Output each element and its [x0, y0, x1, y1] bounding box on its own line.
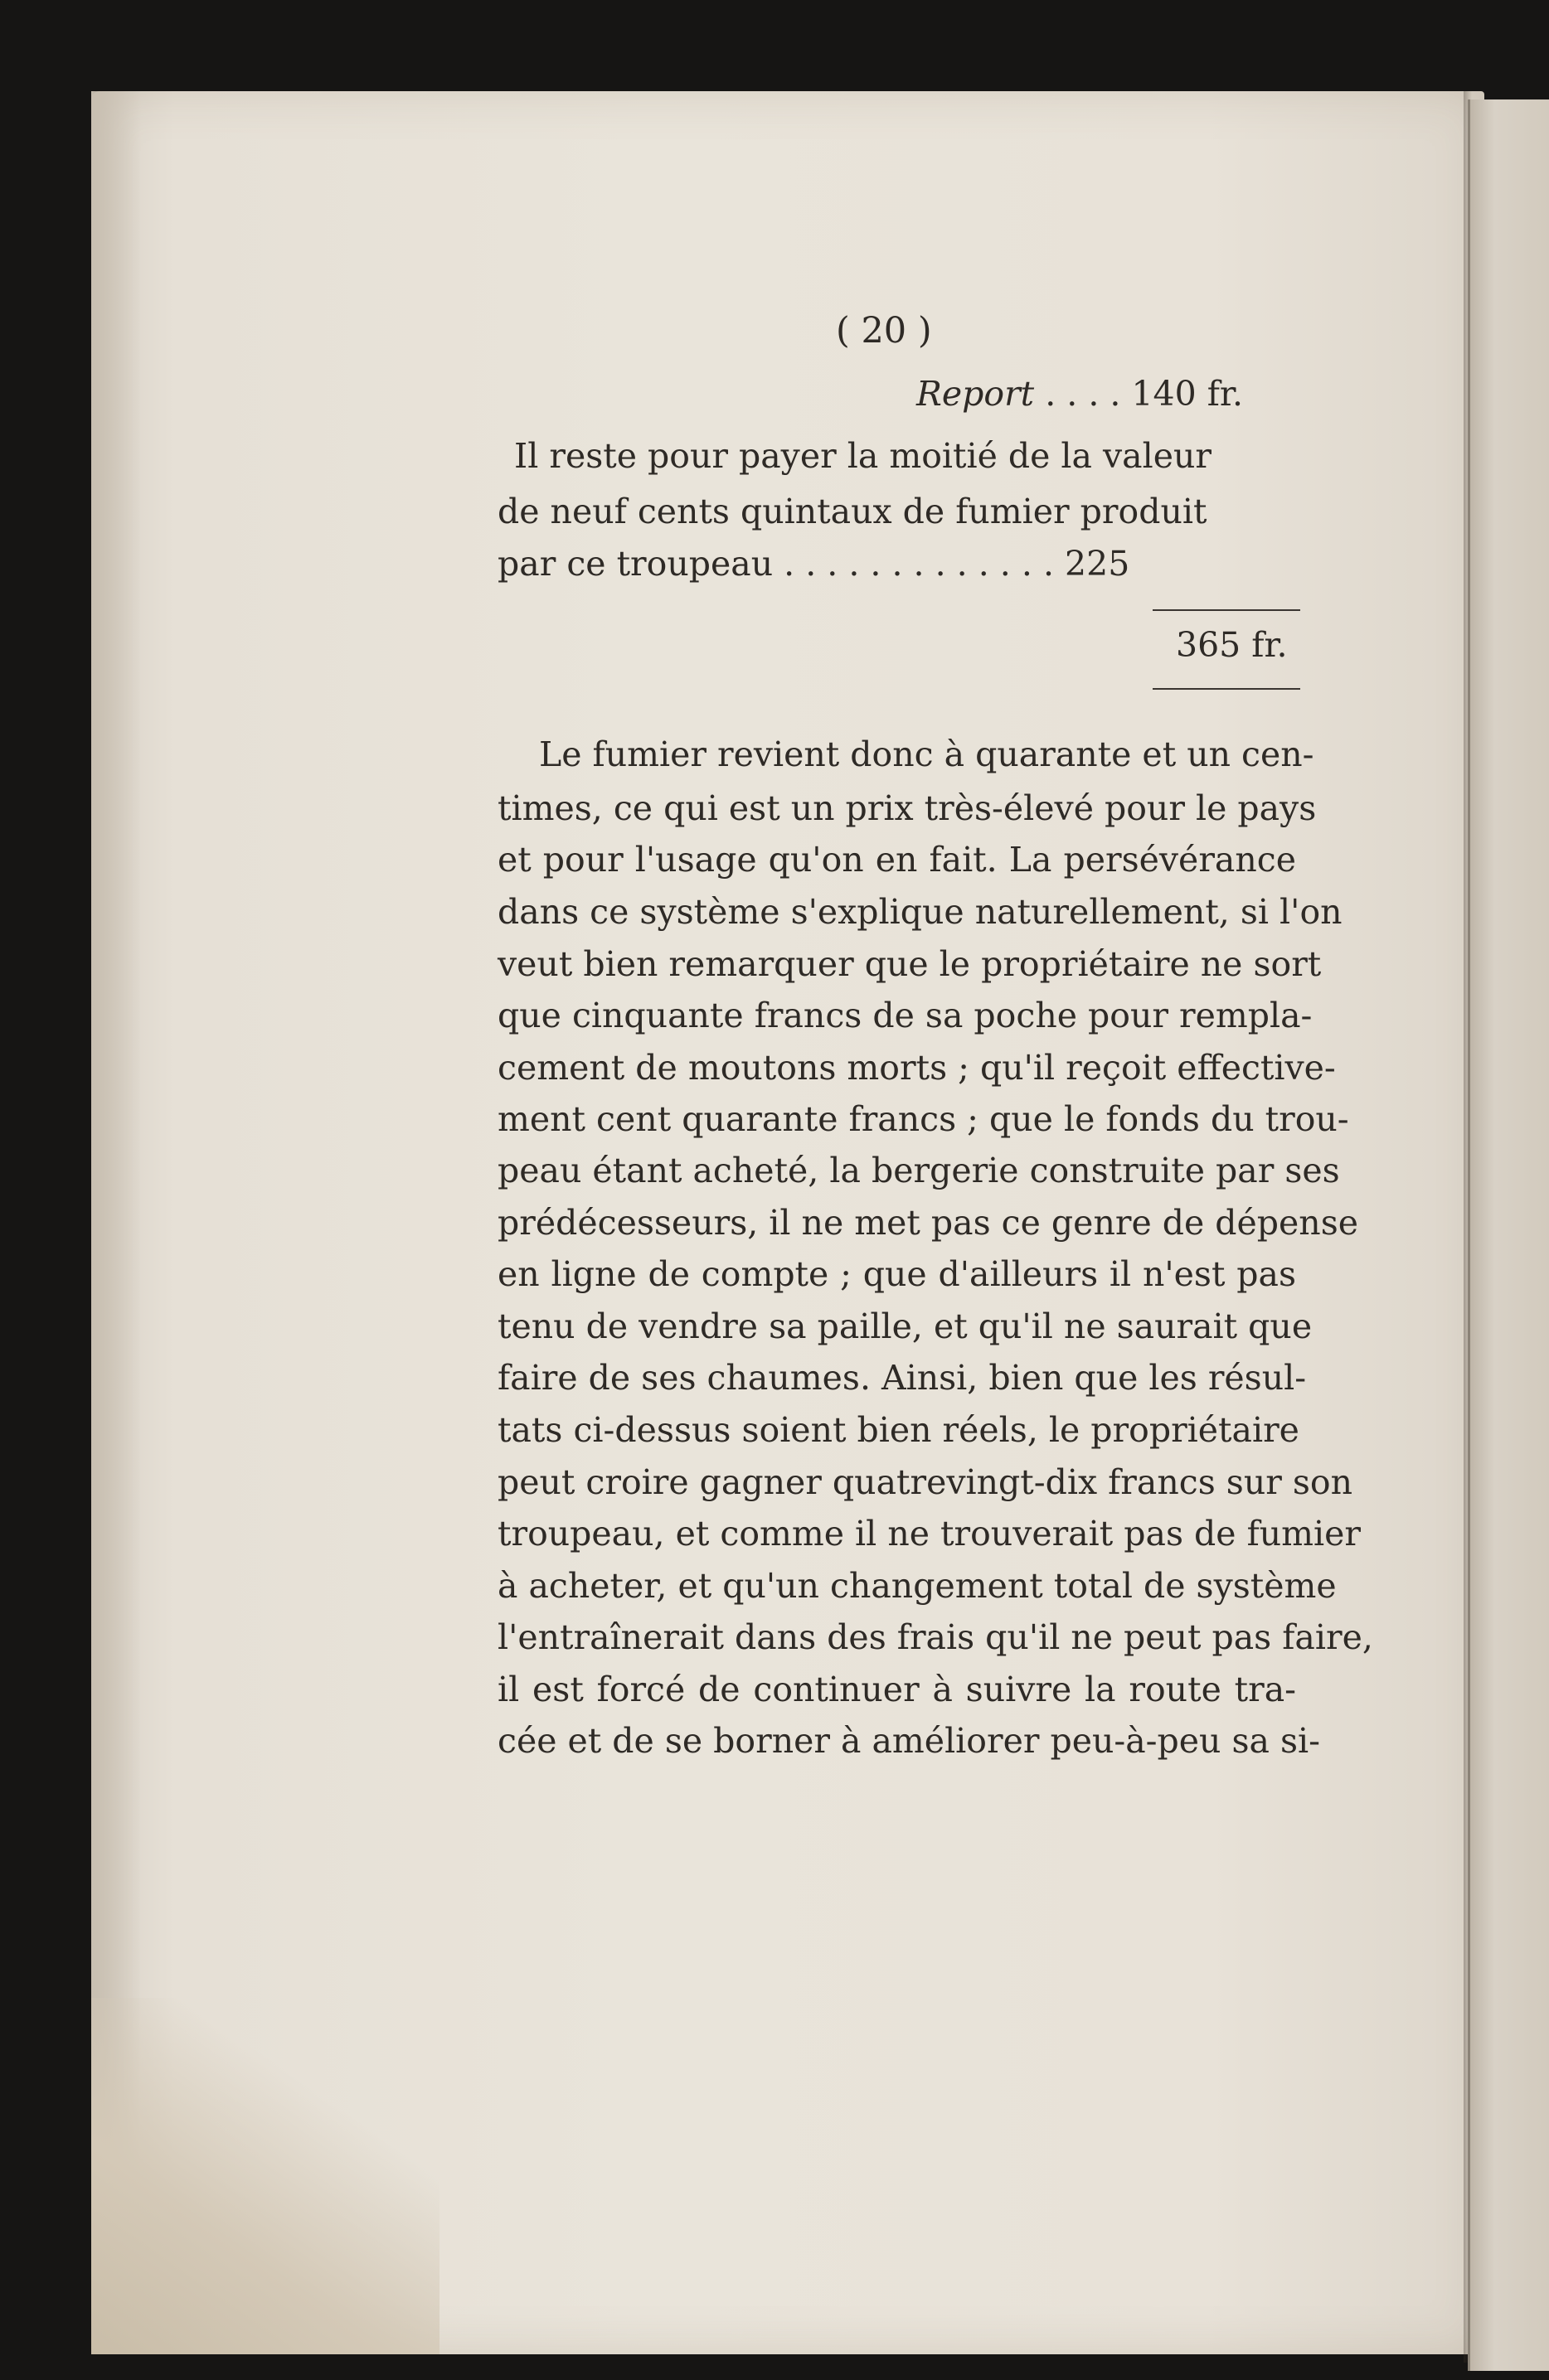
paragraph-line-12: tenu de vendre sa paille, et qu'il ne saurait que	[498, 1306, 1313, 1346]
paragraph-line-18: l'entraînerait dans des frais qu'il ne peut pas faire,	[498, 1617, 1373, 1657]
page-number: ( 20 )	[836, 310, 932, 351]
calc-line-1: Il reste pour payer la moitié de la valeur	[514, 436, 1212, 476]
calc-line-2: de neuf cents quintaux de fumier produit	[498, 492, 1207, 531]
paragraph-line-4: dans ce système s'explique naturellement, si l'on	[498, 892, 1343, 932]
adjacent-page-edge	[1468, 99, 1549, 2371]
paragraph-line-13: faire de ses chaumes. Ainsi, bien que les résul-	[498, 1358, 1307, 1398]
paragraph-line-11: en ligne de compte ; que d'ailleurs il n'est pas	[498, 1254, 1296, 1294]
report-line	[916, 374, 1244, 414]
calc-line-3-leader: . . . . . . . . . . . . .	[784, 544, 1054, 584]
total-amount: 365 fr.	[1176, 625, 1288, 665]
paragraph-line-17: à acheter, et qu'un changement total de système	[498, 1566, 1337, 1606]
paragraph-line-14: tats ci-dessus soient bien réels, le propriétaire	[498, 1410, 1299, 1450]
sum-rule-top	[1153, 609, 1300, 611]
calc-line-3-text: par ce troupeau	[498, 544, 774, 584]
worn-page-corner	[91, 1998, 439, 2354]
paragraph-line-6: que cinquante francs de sa poche pour rempla-	[498, 996, 1313, 1035]
paragraph-line-20: cée et de se borner à améliorer peu-à-peu sa si-	[498, 1721, 1321, 1761]
calc-line-3	[498, 544, 1130, 584]
sum-rule-bottom	[1153, 688, 1300, 690]
calc-line-3-amount: 225	[1065, 544, 1130, 584]
paragraph-line-3: et pour l'usage qu'on en fait. La persévérance	[498, 840, 1296, 880]
paragraph-line-15: peut croire gagner quatrevingt-dix francs sur son	[498, 1462, 1352, 1502]
paragraph-line-5: veut bien remarquer que le propriétaire ne sort	[498, 944, 1322, 984]
paragraph-line-9: peau étant acheté, la bergerie construite par ses	[498, 1151, 1340, 1190]
report-leader: . . . .	[1045, 374, 1121, 414]
paragraph-line-7: cement de moutons morts ; qu'il reçoit effective-	[498, 1048, 1336, 1088]
report-label: Report	[916, 374, 1035, 414]
paragraph-line-16: troupeau, et comme il ne trouverait pas de fumier	[498, 1514, 1362, 1554]
paragraph-line-1: Le fumier revient donc à quarante et un cen-	[539, 734, 1314, 774]
paragraph-line-10: prédécesseurs, il ne met pas ce genre de dépense	[498, 1203, 1359, 1243]
paragraph-line-8: ment cent quarante francs ; que le fonds du trou-	[498, 1099, 1349, 1139]
report-amount: 140 fr.	[1131, 374, 1244, 414]
paragraph-line-2: times, ce qui est un prix très-élevé pour le pays	[498, 788, 1317, 828]
paragraph-line-19: il est forcé de continuer à suivre la route tra-	[498, 1670, 1296, 1709]
